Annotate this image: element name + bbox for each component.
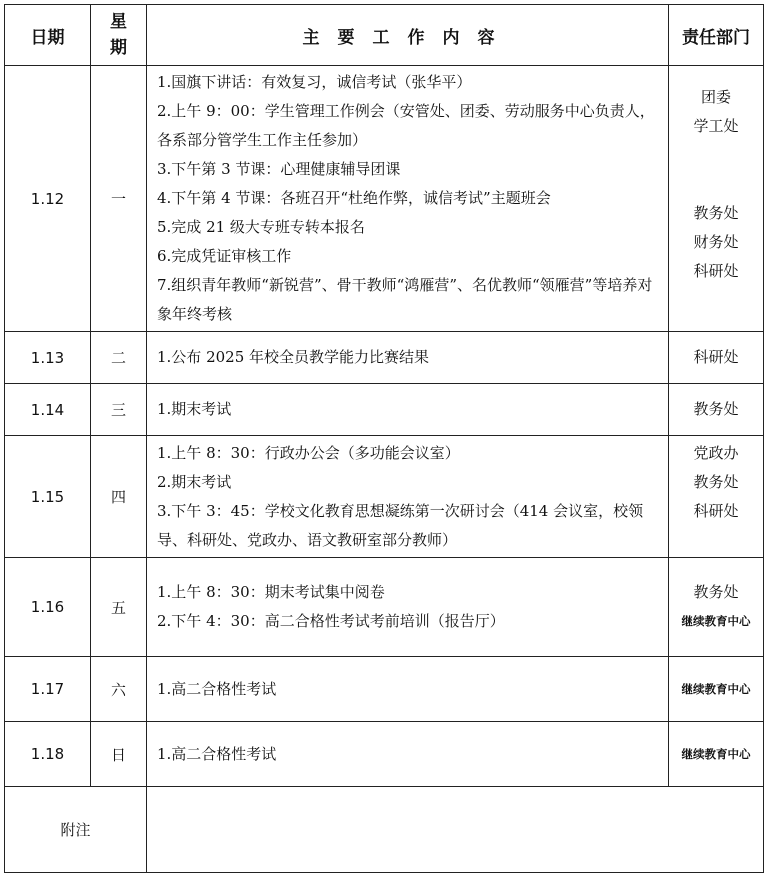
remark-row	[5, 787, 764, 873]
dept-item: 学工处	[693, 116, 739, 135]
work-item: 2.下午 4：30：高二合格性考试考前培训（报告厅）	[157, 612, 505, 630]
row-weekday: 一	[91, 66, 147, 332]
row-content	[147, 722, 669, 787]
work-item: 3.下午第 3 节课：心理健康辅导团课	[157, 160, 401, 178]
work-item: 5.完成 21 级大专班专转本报名	[157, 218, 365, 236]
row-date: 1.16	[5, 558, 91, 657]
row-weekday: 六	[91, 657, 147, 722]
table-row	[5, 66, 764, 332]
row-content	[147, 384, 669, 436]
header-weekday-top: 星	[110, 12, 127, 32]
header-dept: 责任部门	[669, 5, 764, 66]
row-date: 1.17	[5, 657, 91, 722]
remark-label: 附注	[5, 787, 147, 873]
dept-item-small: 继续教育中心	[681, 747, 751, 761]
row-weekday: 五	[91, 558, 147, 657]
header-date: 日期	[5, 5, 91, 66]
dept-item: 团委	[700, 87, 731, 106]
table-row	[5, 558, 764, 657]
schedule-table	[4, 4, 764, 873]
row-dept	[669, 558, 764, 657]
dept-item: 党政办	[693, 443, 739, 462]
row-content	[147, 558, 669, 657]
row-weekday: 三	[91, 384, 147, 436]
work-item: 2.期末考试	[157, 472, 232, 491]
dept-item: 科研处	[693, 348, 739, 366]
row-dept	[669, 436, 764, 558]
row-date: 1.18	[5, 722, 91, 787]
row-date: 1.14	[5, 384, 91, 436]
table-row	[5, 436, 764, 558]
dept-item-small: 继续教育中心	[681, 682, 751, 696]
dept-item: 教务处	[693, 400, 739, 418]
row-weekday: 日	[91, 722, 147, 787]
dept-item-small: 继续教育中心	[681, 614, 751, 628]
work-item: 1.高二合格性考试	[157, 744, 277, 763]
work-item: 2.上午 9：00：学生管理工作例会（安管处、团委、劳动服务中心负责人，各系部分管学生工作主任参加）	[157, 102, 655, 149]
row-weekday: 四	[91, 436, 147, 558]
row-dept	[669, 722, 764, 787]
table-row	[5, 722, 764, 787]
remark-text	[147, 787, 764, 873]
header-content: 主要工作内容	[147, 5, 669, 66]
dept-item: 财务处	[693, 232, 739, 251]
work-item: 4.下午第 4 节课：各班召开“杜绝作弊，诚信考试”主题班会	[157, 189, 551, 207]
work-item: 6.完成凭证审核工作	[157, 247, 292, 265]
table-row	[5, 657, 764, 722]
dept-item: 教务处	[693, 203, 739, 222]
table-row	[5, 384, 764, 436]
row-weekday: 二	[91, 332, 147, 384]
row-content	[147, 332, 669, 384]
row-dept	[669, 332, 764, 384]
row-dept	[669, 384, 764, 436]
dept-item: 教务处	[693, 472, 739, 491]
work-item: 3.下午 3：45：学校文化教育思想凝练第一次研讨会（414 会议室，校领导、科研处、党政办、语文教研室部分教师）	[157, 501, 644, 549]
dept-item	[669, 607, 763, 636]
row-content	[147, 436, 669, 558]
work-item: 1.上午 8：30：行政办公会（多功能会议室）	[157, 443, 460, 462]
work-item: 7.组织青年教师“新锐营”、骨干教师“鸿雁营”、名优教师“领雁营”等培养对象年终考核	[157, 276, 653, 323]
table-header-row	[5, 5, 764, 66]
row-date: 1.13	[5, 332, 91, 384]
header-weekday	[91, 5, 147, 66]
work-item: 1.高二合格性考试	[157, 679, 277, 698]
work-item: 1.公布 2025 年校全员教学能力比赛结果	[157, 348, 430, 366]
row-date: 1.15	[5, 436, 91, 558]
dept-item: 教务处	[693, 583, 739, 601]
work-item: 1.上午 8：30：期末考试集中阅卷	[157, 583, 385, 601]
dept-item: 科研处	[693, 501, 739, 520]
work-item: 1.期末考试	[157, 400, 232, 418]
row-content	[147, 657, 669, 722]
row-dept	[669, 657, 764, 722]
table-row	[5, 332, 764, 384]
dept-item: 科研处	[693, 261, 739, 280]
row-date: 1.12	[5, 66, 91, 332]
row-dept	[669, 66, 764, 332]
header-weekday-bottom: 期	[110, 38, 127, 58]
row-content	[147, 66, 669, 332]
work-item: 1.国旗下讲话：有效复习，诚信考试（张华平）	[157, 73, 472, 91]
